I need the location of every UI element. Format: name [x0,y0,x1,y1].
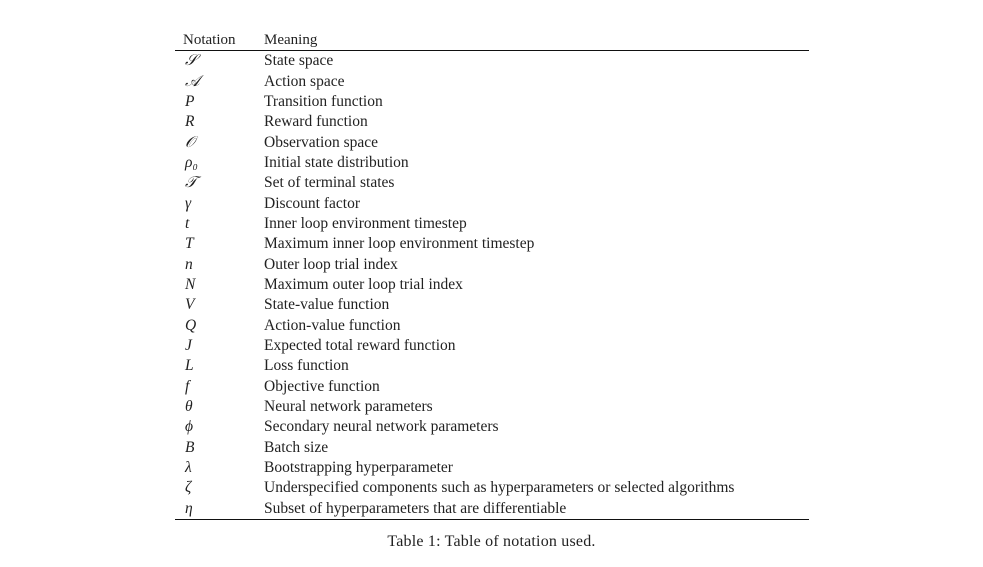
table-header-row [175,30,809,51]
table-row [175,234,809,254]
table-caption: Table 1: Table of notation used. [387,533,596,550]
notation-symbol: λ [185,459,192,477]
notation-meaning: Transition function [264,92,383,110]
notation-symbol: N [185,275,196,293]
notation-symbol: B [185,438,195,456]
notation-meaning: Action space [264,72,345,90]
table-row [175,377,809,397]
notation-symbol: ζ [185,479,192,497]
notation-meaning: Expected total reward function [264,336,456,354]
table-row [175,417,809,437]
notation-symbol: L [185,357,194,375]
table-row [175,254,809,274]
notation-symbol: 𝒪 [185,133,195,151]
notation-symbol: Q [185,316,197,334]
notation-meaning: Loss function [264,357,349,375]
notation-meaning: Discount factor [264,194,360,212]
notation-symbol: ρ₀ [185,153,198,171]
notation-symbol: η [185,499,193,517]
table-row [175,92,809,112]
table-row [175,315,809,335]
notation-meaning: Bootstrapping hyperparameter [264,459,453,477]
table-row [175,132,809,152]
table-row [175,397,809,417]
table-row [175,499,809,519]
notation-meaning: Reward function [264,113,368,131]
notation-symbol: f [185,377,190,395]
table-row [175,51,809,71]
notation-meaning: Subset of hyperparameters that are differentiable [264,499,567,517]
notation-symbol: ϕ [185,418,194,436]
header-meaning: Meaning [264,31,318,48]
table-row [175,458,809,478]
table-row [175,71,809,91]
table-row [175,193,809,213]
table-row [175,112,809,132]
notation-symbol: 𝒮 [185,52,197,70]
table-bottom-rule [175,519,809,520]
notation-symbol: V [185,296,195,314]
notation-meaning: Secondary neural network parameters [264,418,499,436]
notation-meaning: Neural network parameters [264,398,433,416]
table-row [175,214,809,234]
notation-meaning: Initial state distribution [264,153,409,171]
notation-meaning: Action-value function [264,316,401,334]
notation-symbol: R [185,113,195,131]
table-row [175,336,809,356]
notation-meaning: Underspecified components such as hyperparameters or selected algorithms [264,479,735,497]
notation-symbol: 𝒯 [185,174,197,192]
notation-meaning: State space [264,52,334,70]
notation-symbol: γ [185,194,192,212]
table-body [175,51,809,519]
notation-meaning: Objective function [264,377,380,395]
notation-meaning: Inner loop environment timestep [264,214,467,232]
notation-symbol: θ [185,398,193,416]
table-row [175,438,809,458]
table-row [175,356,809,376]
table-row [175,275,809,295]
notation-meaning: Maximum inner loop environment timestep [264,235,535,253]
table-row [175,173,809,193]
notation-meaning: State-value function [264,296,390,314]
notation-symbol: 𝒜 [185,72,200,90]
table-row [175,295,809,315]
notation-meaning: Set of terminal states [264,174,395,192]
notation-symbol: J [185,336,192,354]
notation-meaning: Batch size [264,438,329,456]
notation-symbol: P [185,92,195,110]
notation-meaning: Outer loop trial index [264,255,398,273]
table-row [175,153,809,173]
header-notation: Notation [183,31,236,48]
notation-table [175,30,809,520]
notation-symbol: n [185,255,193,273]
notation-meaning: Maximum outer loop trial index [264,275,463,293]
notation-symbol: T [185,235,194,253]
table-row [175,478,809,498]
notation-meaning: Observation space [264,133,379,151]
notation-symbol: t [185,214,190,232]
